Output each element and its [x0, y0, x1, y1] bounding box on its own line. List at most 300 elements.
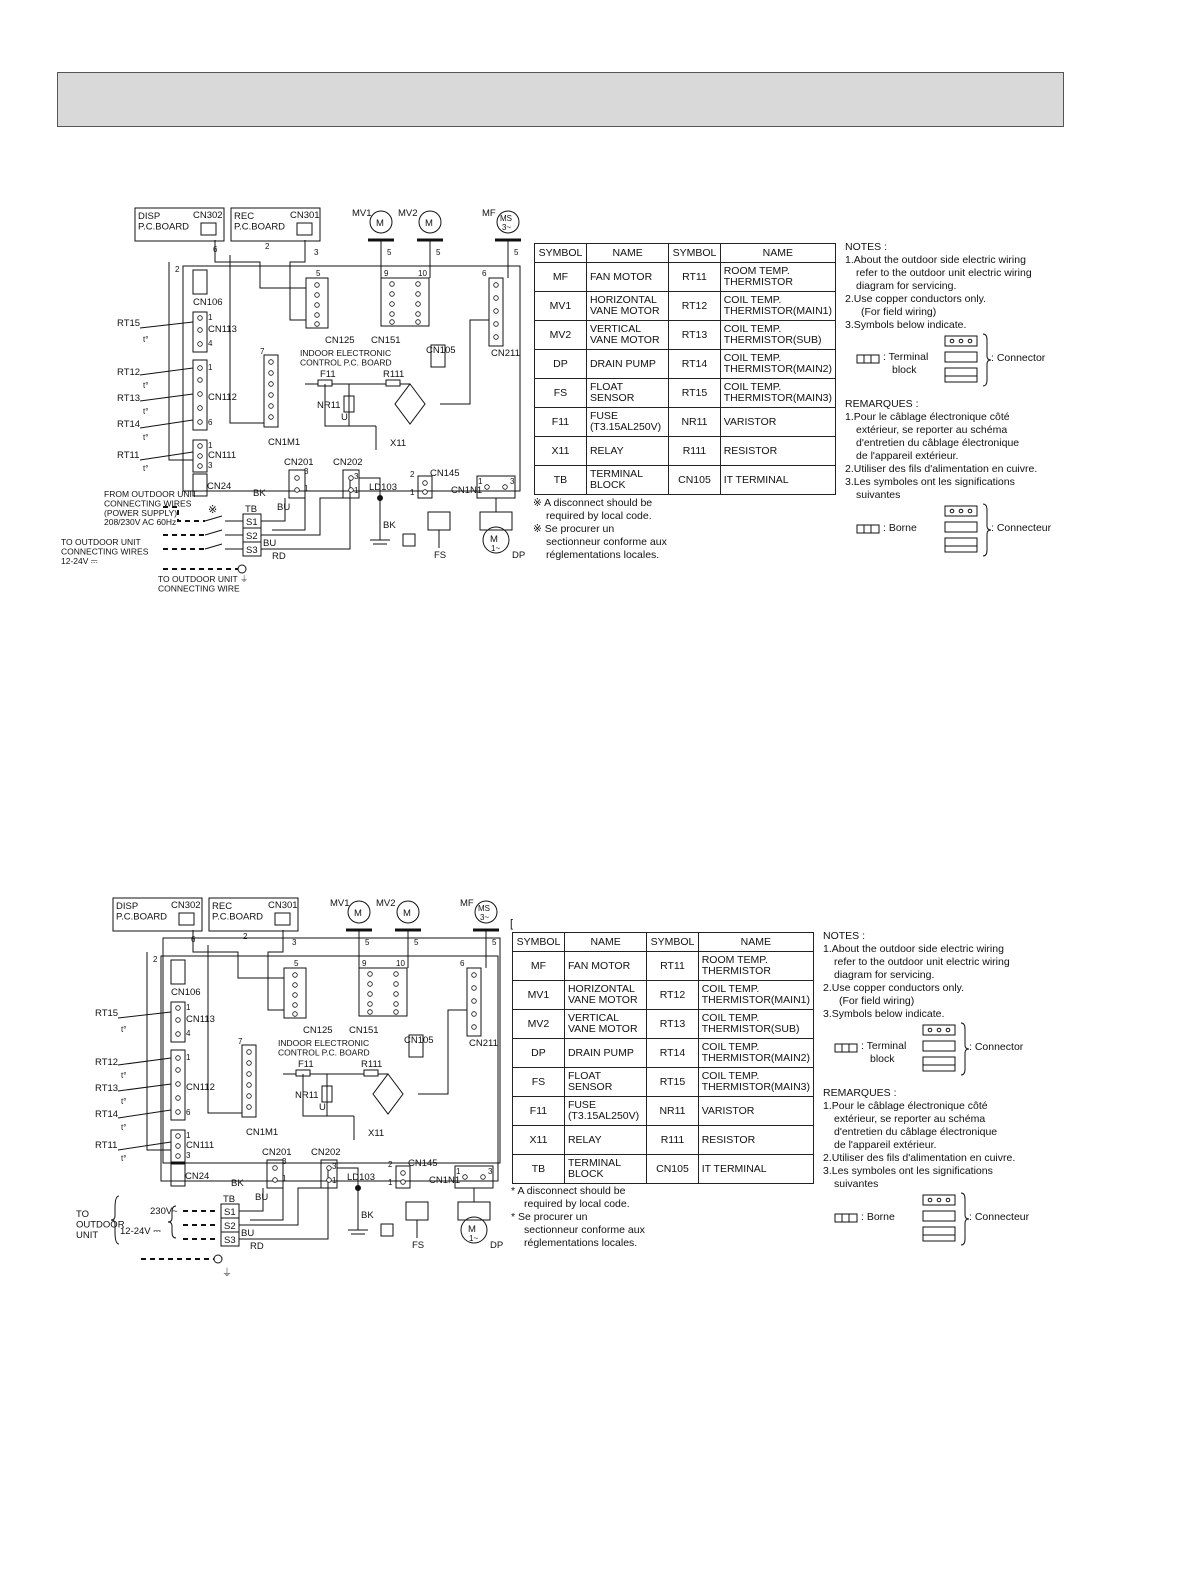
cn1n1-label: CN1N1: [451, 485, 483, 496]
symbol-legend: [845, 332, 1046, 388]
table-cell: CN105: [647, 1155, 698, 1184]
pin-label: 1: [208, 363, 213, 372]
disconnect-requirement-1: [533, 497, 667, 562]
rt11-t-label: t°: [121, 1154, 127, 1163]
table-cell: COIL TEMP. THERMISTOR(MAIN2): [720, 350, 835, 379]
f11-label: F11: [298, 1059, 314, 1070]
dp-label: DP: [490, 1240, 504, 1251]
table-cell: RELAY: [564, 1126, 646, 1155]
cn145-label: CN145: [430, 468, 460, 479]
note-line: 2.Use copper conductors only.: [845, 293, 987, 305]
pin-label: 2: [243, 932, 248, 941]
table-cell: DRAIN PUMP: [586, 350, 668, 379]
table-cell: FAN MOTOR: [564, 952, 646, 981]
symbol-legend-fr: [845, 502, 1052, 558]
table-cell: RT15: [669, 379, 720, 408]
cn105-label: CN105: [426, 345, 456, 356]
rt15-label: RT15: [117, 318, 141, 329]
table-row: [535, 466, 836, 495]
table-row: [513, 1010, 814, 1039]
remark-line: suivantes: [834, 1178, 879, 1190]
table-cell: FUSE (T3.15AL250V): [586, 408, 668, 437]
table-cell: R111: [647, 1126, 698, 1155]
table-cell: COIL TEMP. THERMISTOR(SUB): [698, 1010, 813, 1039]
pin-label: 3: [332, 1162, 337, 1171]
cn111-label: CN111: [186, 1140, 215, 1151]
cn24-label: CN24: [207, 481, 232, 492]
cn1m1-label: CN1M1: [246, 1127, 279, 1138]
table-cell: F11: [535, 408, 587, 437]
table-cell: ROOM TEMP. THERMISTOR: [698, 952, 813, 981]
pin-label: 5: [414, 938, 419, 947]
remark-line: 2.Utiliser des fils d'alimentation en cuivre.: [823, 1152, 1016, 1164]
s3-label: S3: [246, 545, 258, 556]
note-line: 3.Symbols below indicate.: [845, 319, 967, 331]
table-header: SYMBOL: [647, 933, 698, 952]
remark-line: extérieur, se reporter au schéma: [856, 424, 1008, 436]
pin-label: 3: [186, 1151, 191, 1160]
pin-label: 2: [153, 955, 158, 964]
table-cell: RT15: [647, 1068, 698, 1097]
pin-label: 6: [186, 1108, 191, 1117]
remark-line: 3.Les symboles ont les significations: [823, 1165, 993, 1177]
remarques-title: REMARQUES :: [823, 1087, 897, 1099]
mv1-motor-symbol: M: [376, 218, 384, 229]
table-cell: TERMINAL BLOCK: [564, 1155, 646, 1184]
cn125-label: CN125: [303, 1025, 333, 1036]
req-mark: ※: [533, 497, 542, 509]
rt14-t-label: t°: [121, 1123, 127, 1132]
connecteur-label: : Connecteur: [991, 522, 1052, 534]
mv2-label: MV2: [376, 898, 396, 909]
table-cell: MF: [535, 263, 587, 292]
disp-board-label: DISP P.C.BOARD: [138, 211, 190, 233]
rt15-t-label: t°: [143, 335, 149, 344]
table-header: NAME: [698, 933, 813, 952]
note-line: 3.Symbols below indicate.: [823, 1008, 945, 1020]
dp-motor-symbol: M: [490, 534, 498, 545]
remark-line: 2.Utiliser des fils d'alimentation en cuivre.: [845, 463, 1038, 475]
rt13-label: RT13: [95, 1083, 119, 1094]
bk-wire-label: BK: [231, 1178, 244, 1189]
pin-label: 3: [304, 467, 309, 476]
cn201-label: CN201: [284, 457, 314, 468]
disp-board-label: DISP P.C.BOARD: [116, 901, 168, 923]
note-line: 2.Use copper conductors only.: [823, 982, 965, 994]
remark-line: d'entretien du câblage électronique: [856, 437, 1020, 449]
rd-wire-label: RD: [272, 551, 286, 562]
table-cell: RT13: [647, 1010, 698, 1039]
pin-label: 3: [510, 477, 515, 486]
remark-line: 3.Les symboles ont les significations: [845, 476, 1015, 488]
table-cell: COIL TEMP. THERMISTOR(SUB): [720, 321, 835, 350]
table-cell: MV1: [513, 981, 565, 1010]
cn151-label: CN151: [349, 1025, 379, 1036]
cn112-label: CN112: [208, 392, 237, 403]
voltage-12-24-label: 12-24V ⎓: [120, 1226, 161, 1237]
table-cell: HORIZONTAL VANE MOTOR: [564, 981, 646, 1010]
pin-label: 5: [316, 269, 321, 278]
mv2-motor-symbol: M: [425, 218, 433, 229]
table-row: [513, 1039, 814, 1068]
table-cell: RESISTOR: [698, 1126, 813, 1155]
tb-label: TB: [223, 1194, 236, 1205]
table-cell: DP: [535, 350, 587, 379]
ground-symbol-icon: ⏚: [222, 1268, 232, 1279]
disconnect-requirement-2: [511, 1185, 645, 1250]
pin-label: 1: [332, 1176, 337, 1185]
table-cell: NR11: [669, 408, 720, 437]
req-mark: *: [511, 1185, 516, 1197]
fs-label: FS: [434, 550, 447, 561]
table-cell: FLOAT SENSOR: [564, 1068, 646, 1097]
table-cell: CN105: [669, 466, 720, 495]
rt11-label: RT11: [95, 1140, 118, 1151]
board-label: INDOOR ELECTRONIC CONTROL P.C. BOARD: [278, 1038, 370, 1058]
req-line: required by local code.: [546, 510, 652, 522]
table-row: [535, 350, 836, 379]
req-line: sectionneur conforme aux: [524, 1224, 645, 1236]
cn105-label: CN105: [404, 1035, 434, 1046]
pin-label: 1: [478, 477, 483, 486]
tb-label: TB: [245, 504, 258, 515]
fs-label: FS: [412, 1240, 425, 1251]
pin-label: 2: [175, 265, 180, 274]
rt12-t-label: t°: [143, 381, 149, 390]
notes-1: [845, 241, 1052, 558]
bk-ground-label: BK: [361, 1210, 374, 1221]
from-outdoor-unit-label: FROM OUTDOOR UNIT CONNECTING WIRES (POWER SUPPLY) 208/230V AC 60Hz: [104, 489, 198, 528]
terminal-label: : Terminal: [861, 1040, 907, 1052]
ld103-dot: [355, 1185, 361, 1191]
rt14-label: RT14: [117, 419, 141, 430]
cn201-label: CN201: [262, 1147, 292, 1158]
note-line: (For field wiring): [861, 306, 937, 318]
nr11-label: NR11: [317, 400, 341, 411]
pin-label: 1: [282, 1174, 287, 1183]
table-row: [535, 263, 836, 292]
pin-label: 3: [488, 1167, 493, 1176]
pin-label: 6: [482, 269, 487, 278]
rt13-label: RT13: [117, 393, 141, 404]
bu-wire-label: BU: [277, 502, 291, 513]
pin-label: 10: [418, 269, 427, 278]
table-cell: MV2: [535, 321, 587, 350]
pin-label: 3: [314, 248, 319, 257]
pin-label: 1: [186, 1131, 191, 1140]
rt15-t-label: t°: [121, 1025, 127, 1034]
table-cell: X11: [535, 437, 587, 466]
remark-line: extérieur, se reporter au schéma: [834, 1113, 986, 1125]
pin-label: 1: [388, 1178, 393, 1187]
table-cell: COIL TEMP. THERMISTOR(MAIN1): [698, 981, 813, 1010]
table-cell: IT TERMINAL: [698, 1155, 813, 1184]
rt14-label: RT14: [95, 1109, 119, 1120]
table-row: [535, 292, 836, 321]
symbol-legend-fr: [823, 1191, 1030, 1247]
table-cell: VERTICAL VANE MOTOR: [564, 1010, 646, 1039]
s2-label: S2: [246, 531, 258, 542]
table-row: [535, 437, 836, 466]
x11-label: X11: [368, 1128, 385, 1139]
mv2-label: MV2: [398, 208, 418, 219]
table-cell: F11: [513, 1097, 565, 1126]
rt12-label: RT12: [95, 1057, 119, 1068]
table-cell: TB: [535, 466, 587, 495]
cn211-label: CN211: [469, 1038, 498, 1049]
rt13-t-label: t°: [121, 1097, 127, 1106]
table-cell: VARISTOR: [698, 1097, 813, 1126]
ld103-dot: [377, 495, 383, 501]
pin-label: 9: [362, 959, 367, 968]
note-line: 1.About the outdoor side electric wiring: [845, 254, 1026, 266]
table-cell: MV1: [535, 292, 587, 321]
cn113-label: CN113: [186, 1014, 215, 1025]
nr11-label: NR11: [295, 1090, 319, 1101]
table-header: SYMBOL: [669, 244, 720, 263]
cn1n1-label: CN1N1: [429, 1175, 461, 1186]
pin-label: 1: [354, 486, 359, 495]
table-row: [535, 408, 836, 437]
cn202-label: CN202: [333, 457, 363, 468]
bk-wire-label: BK: [253, 488, 266, 499]
mv2-motor-symbol: M: [403, 908, 411, 919]
s3-label: S3: [224, 1235, 236, 1246]
cn112-label: CN112: [186, 1082, 215, 1093]
pin-label: 6: [213, 245, 218, 254]
table-cell: FS: [535, 379, 587, 408]
table-cell: IT TERMINAL: [720, 466, 835, 495]
pin-label: 6: [460, 959, 465, 968]
r111-label: R111: [383, 369, 405, 380]
cn24-label: CN24: [185, 1171, 210, 1182]
table-cell: DRAIN PUMP: [564, 1039, 646, 1068]
table-cell: X11: [513, 1126, 565, 1155]
pin-label: 3: [282, 1157, 287, 1166]
cn202-label: CN202: [311, 1147, 341, 1158]
symbol-table-1: [534, 243, 836, 495]
pin-label: 6: [208, 418, 213, 427]
table-row: [513, 1155, 814, 1184]
pin-label: 2: [410, 470, 415, 479]
pin-label: 1: [186, 1003, 191, 1012]
mf-phase-label: 3~: [480, 913, 490, 922]
req-line: sectionneur conforme aux: [546, 536, 667, 548]
mf-label: MF: [482, 208, 496, 219]
dp-phase-label: 1~: [469, 1234, 479, 1243]
rt15-label: RT15: [95, 1008, 119, 1019]
pin-label: 5: [365, 938, 370, 947]
remark-line: d'entretien du câblage électronique: [834, 1126, 998, 1138]
connector-label: : Connector: [991, 352, 1046, 364]
note-line: 1.About the outdoor side electric wiring: [823, 943, 1004, 955]
cn301-label: CN301: [268, 900, 298, 911]
borne-label: : Borne: [861, 1211, 895, 1223]
remark-line: 1.Pour le câblage électronique côté: [845, 411, 1010, 423]
symbol-legend: [823, 1021, 1024, 1077]
table-cell: COIL TEMP. THERMISTOR(MAIN3): [698, 1068, 813, 1097]
table-row: [535, 379, 836, 408]
req-line: réglementations locales.: [546, 549, 660, 561]
pin-label: 1: [208, 313, 213, 322]
x11-label: X11: [390, 438, 407, 449]
req-mark: ※: [533, 523, 542, 535]
table-cell: RT14: [669, 350, 720, 379]
bu-wire-label-2: BU: [241, 1228, 255, 1239]
table-cell: FUSE (T3.15AL250V): [564, 1097, 646, 1126]
notes-title: NOTES :: [845, 241, 888, 253]
remark-line: de l'appareil extérieur.: [856, 450, 959, 462]
bk-ground-label: BK: [383, 520, 396, 531]
pin-label: 5: [294, 959, 299, 968]
table-cell: VERTICAL VANE MOTOR: [586, 321, 668, 350]
table-cell: MV2: [513, 1010, 565, 1039]
table-cell: COIL TEMP. THERMISTOR(MAIN2): [698, 1039, 813, 1068]
mf-label: MF: [460, 898, 474, 909]
bracket-mark: [: [510, 918, 514, 930]
s1-label: S1: [224, 1207, 236, 1218]
dp-motor-symbol: M: [468, 1224, 476, 1235]
rt11-label: RT11: [117, 450, 140, 461]
mv1-label: MV1: [330, 898, 350, 909]
table-cell: FLOAT SENSOR: [586, 379, 668, 408]
block-label: block: [870, 1053, 895, 1065]
mf-motor-symbol: MS: [478, 904, 490, 913]
pin-label: 7: [260, 347, 265, 356]
table-cell: RT11: [647, 952, 698, 981]
note-line: diagram for servicing.: [834, 969, 935, 981]
table-cell: MF: [513, 952, 565, 981]
cn302-label: CN302: [193, 210, 223, 221]
bu-wire-label: BU: [255, 1192, 269, 1203]
rd-wire-label: RD: [250, 1241, 264, 1252]
table-cell: FAN MOTOR: [586, 263, 668, 292]
note-line: (For field wiring): [839, 995, 915, 1007]
table-cell: VARISTOR: [720, 408, 835, 437]
remark-line: suivantes: [856, 489, 901, 501]
table-cell: ROOM TEMP. THERMISTOR: [720, 263, 835, 292]
connecteur-label: : Connecteur: [969, 1211, 1030, 1223]
pin-label: 1: [410, 488, 415, 497]
table-row: [513, 1068, 814, 1097]
pin-label: 2: [388, 1160, 393, 1169]
notes-2: [823, 930, 1030, 1247]
rt11-t-label: t°: [143, 464, 149, 473]
table-cell: COIL TEMP. THERMISTOR(MAIN1): [720, 292, 835, 321]
remarques-title: REMARQUES :: [845, 398, 919, 410]
mf-motor-symbol: MS: [500, 214, 512, 223]
req-line: Se procurer un: [544, 523, 615, 535]
rt14-t-label: t°: [143, 433, 149, 442]
cn111-label: CN111: [208, 450, 237, 461]
u-label: U: [341, 412, 348, 423]
pin-label: 1: [304, 484, 309, 493]
pin-label: 5: [492, 938, 497, 947]
symbol-table-2: [512, 932, 814, 1184]
cn211-label: CN211: [491, 348, 520, 359]
pin-label: 7: [238, 1037, 243, 1046]
table-cell: COIL TEMP. THERMISTOR(MAIN3): [720, 379, 835, 408]
r111-label: R111: [361, 1059, 383, 1070]
req-line: A disconnect should be: [517, 1185, 626, 1197]
table-header: NAME: [564, 933, 646, 952]
pin-label: 9: [384, 269, 389, 278]
pin-label: 1: [456, 1167, 461, 1176]
table-cell: RESISTOR: [720, 437, 835, 466]
pin-label: 1: [208, 441, 213, 450]
notes-title: NOTES :: [823, 930, 866, 942]
table-cell: RELAY: [586, 437, 668, 466]
cn301-label: CN301: [290, 210, 320, 221]
table-cell: RT12: [647, 981, 698, 1010]
table-cell: TB: [513, 1155, 565, 1184]
pin-label: 6: [191, 935, 196, 944]
outdoor-ground-label: TO OUTDOOR UNIT ⏚ CONNECTING WIRE: [158, 574, 249, 594]
note-line: diagram for servicing.: [856, 280, 957, 292]
cn151-label: CN151: [371, 335, 401, 346]
req-line: Se procurer un: [518, 1211, 588, 1223]
dp-phase-label: 1~: [491, 544, 501, 553]
table-cell: RT12: [669, 292, 720, 321]
rec-board-label: REC P.C.BOARD: [212, 901, 264, 923]
table-cell: DP: [513, 1039, 565, 1068]
dp-label: DP: [512, 550, 526, 561]
f11-label: F11: [320, 369, 336, 380]
req-line: A disconnect should be: [544, 497, 653, 509]
table-cell: RT14: [647, 1039, 698, 1068]
to-outdoor-unit-label: TO OUTDOOR UNIT: [76, 1209, 125, 1241]
terminal-label: : Terminal: [883, 351, 929, 363]
borne-label: : Borne: [883, 522, 917, 534]
s2-label: S2: [224, 1221, 236, 1232]
bu-wire-label-2: BU: [263, 538, 277, 549]
pin-label: 3: [208, 461, 213, 470]
cn302-label: CN302: [171, 900, 201, 911]
pin-label: 5: [436, 248, 441, 257]
note-line: refer to the outdoor unit electric wiring: [856, 267, 1032, 279]
table-row: [513, 981, 814, 1010]
table-cell: NR11: [647, 1097, 698, 1126]
table-header: SYMBOL: [535, 244, 587, 263]
pin-label: 5: [514, 248, 519, 257]
remark-line: 1.Pour le câblage électronique côté: [823, 1100, 988, 1112]
block-label: block: [892, 364, 917, 376]
s1-label: S1: [246, 517, 258, 528]
voltage-230-label: 230V~: [150, 1206, 178, 1217]
table-cell: HORIZONTAL VANE MOTOR: [586, 292, 668, 321]
cn113-label: CN113: [208, 324, 237, 335]
table-header: NAME: [720, 244, 835, 263]
table-row: [535, 321, 836, 350]
table-row: [513, 952, 814, 981]
table-cell: R111: [669, 437, 720, 466]
cn145-label: CN145: [408, 1158, 438, 1169]
table-cell: RT13: [669, 321, 720, 350]
table-cell: RT11: [669, 263, 720, 292]
req-mark: *: [511, 1211, 516, 1223]
board-label: INDOOR ELECTRONIC CONTROL P.C. BOARD: [300, 348, 392, 368]
disconnect-mark: ※: [208, 504, 218, 516]
table-cell: TERMINAL BLOCK: [586, 466, 668, 495]
req-line: required by local code.: [524, 1198, 630, 1210]
pin-label: 4: [186, 1029, 191, 1038]
to-outdoor-unit-label: TO OUTDOOR UNIT CONNECTING WIRES 12-24V ⎓: [61, 537, 149, 566]
table-cell: FS: [513, 1068, 565, 1097]
pin-label: 3: [292, 938, 297, 947]
rec-board-label: REC P.C.BOARD: [234, 211, 286, 233]
cn1m1-label: CN1M1: [268, 437, 301, 448]
pin-label: 10: [396, 959, 405, 968]
